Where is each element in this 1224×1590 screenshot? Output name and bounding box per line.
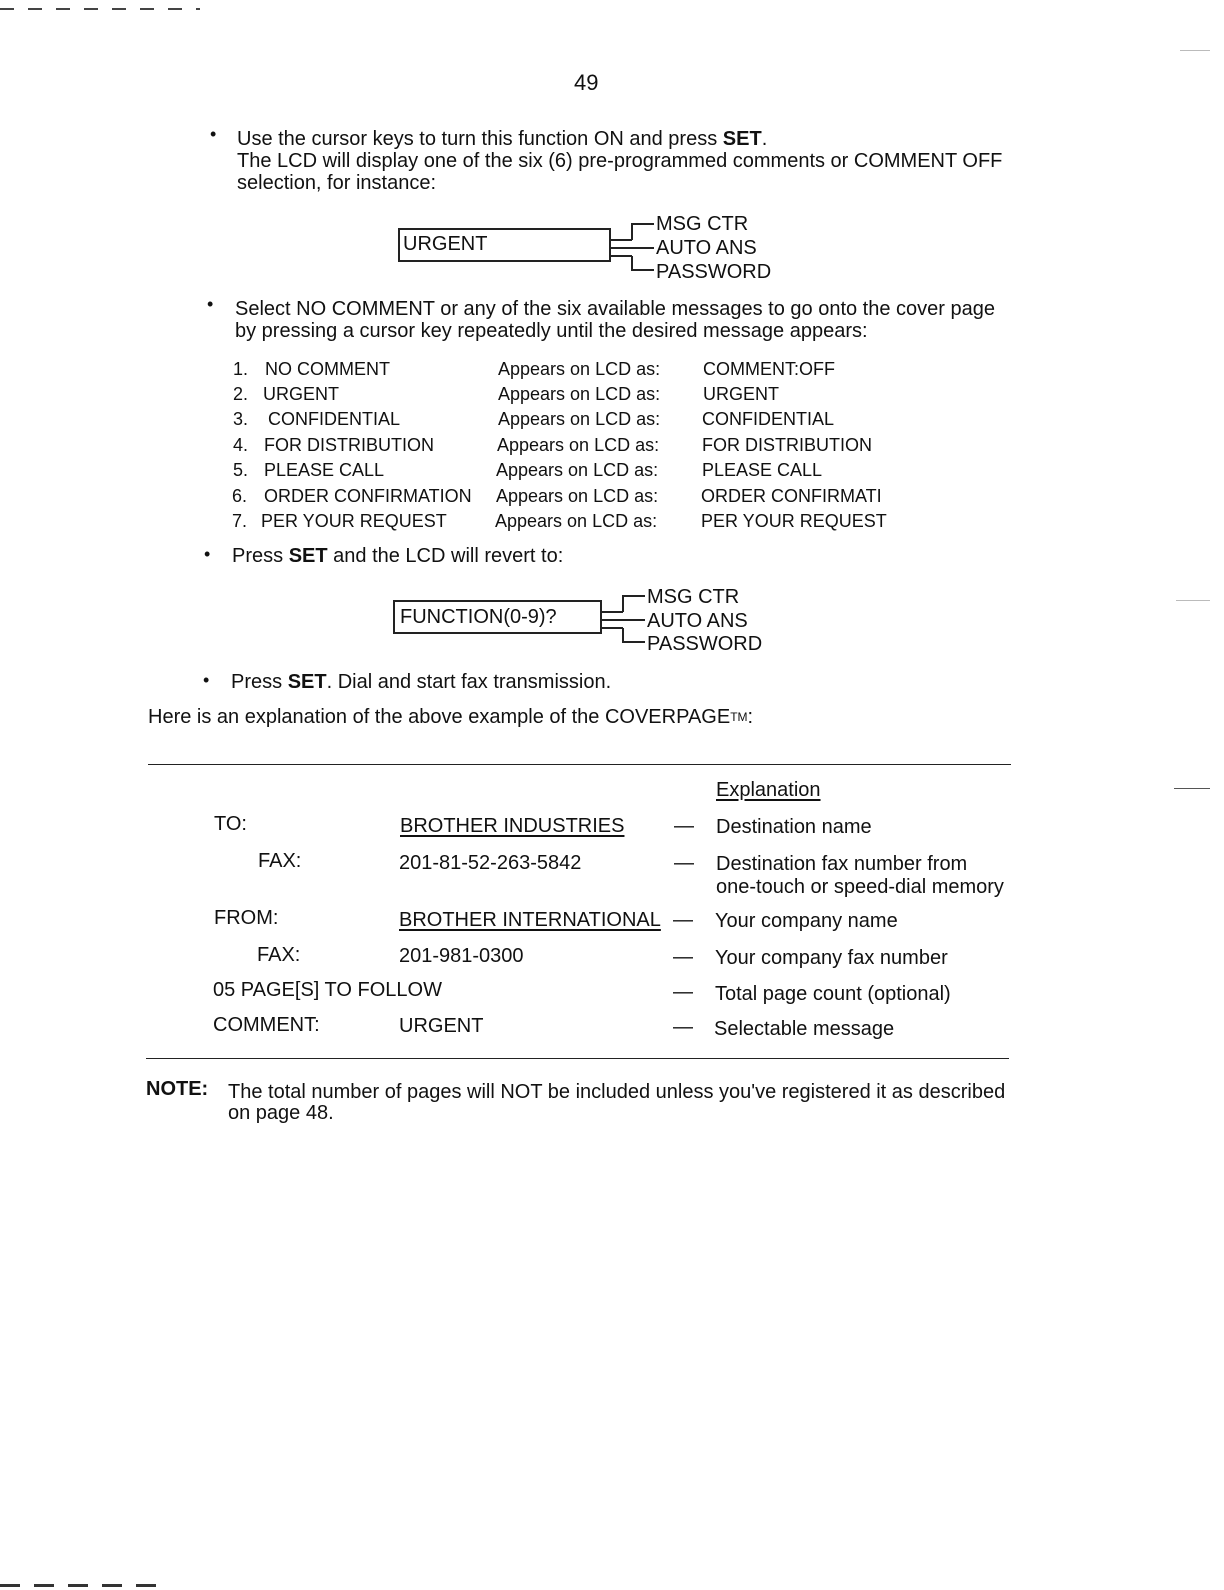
lcd-1-label-password: PASSWORD <box>656 261 772 283</box>
step-2-line-1: Select NO COMMENT or any of the six available messages to go onto the cover page <box>235 298 995 320</box>
lcd-2-connector <box>597 586 647 648</box>
appears-on-lcd: Appears on LCD as: <box>496 460 659 480</box>
step-1-line-1 <box>237 128 767 150</box>
step-1-text: Use the cursor keys to turn this function ON and press <box>237 128 723 150</box>
row-dash: — <box>673 909 693 931</box>
step-4-line <box>231 671 611 693</box>
row-explanation-to: Destination name <box>716 816 872 838</box>
trademark-symbol: TM <box>730 710 748 724</box>
row-dash: — <box>674 815 694 837</box>
row-label-fax-1: FAX: <box>258 850 302 872</box>
appears-on-lcd: Appears on LCD as: <box>498 409 661 429</box>
step-3-text-end: and the LCD will revert to: <box>327 545 564 567</box>
lcd-value: FOR DISTRIBUTION <box>702 435 872 455</box>
scan-mark-top-left <box>0 8 200 10</box>
row-value-comment: URGENT <box>399 1015 484 1037</box>
row-explanation-comment: Selectable message <box>714 1018 895 1040</box>
comment-name: CONFIDENTIAL <box>268 409 401 429</box>
note-line-1: The total number of pages will NOT be included unless you've registered it as described <box>228 1081 1006 1103</box>
comment-name: PER YOUR REQUEST <box>261 511 447 531</box>
lcd-value: COMMENT:OFF <box>703 359 835 379</box>
comment-name: NO COMMENT <box>265 359 390 379</box>
appears-on-lcd: Appears on LCD as: <box>497 435 660 455</box>
lcd-value: PER YOUR REQUEST <box>701 511 887 531</box>
coverpage-intro <box>148 706 753 728</box>
row-dash: — <box>673 1016 693 1038</box>
step-3-text: Press <box>232 545 289 567</box>
comment-number: 2. <box>233 384 249 404</box>
note-line-2: on page 48. <box>228 1102 334 1124</box>
bullet-step-2: • <box>207 294 214 314</box>
row-label-from: FROM: <box>214 907 279 929</box>
lcd-2-label-auto-ans: AUTO ANS <box>647 610 748 632</box>
bullet-step-3: • <box>204 544 211 564</box>
row-label-comment: COMMENT: <box>213 1014 320 1036</box>
row-value-to: BROTHER INDUSTRIES <box>400 815 625 837</box>
bullet-step-1: • <box>210 124 217 144</box>
lcd-value: PLEASE CALL <box>702 460 823 480</box>
row-explanation-fax-2: Your company fax number <box>715 947 948 969</box>
set-key-label: SET <box>288 545 328 567</box>
comment-name: FOR DISTRIBUTION <box>264 435 434 455</box>
comment-number: 6. <box>232 486 248 506</box>
set-key-label: SET <box>722 128 762 150</box>
comment-name: PLEASE CALL <box>264 460 385 480</box>
row-explanation-pages: Total page count (optional) <box>715 983 951 1005</box>
lcd-1-label-msg-ctr: MSG CTR <box>656 213 749 235</box>
step-1-period: . <box>761 128 768 150</box>
note-label: NOTE: <box>146 1078 209 1100</box>
explanation-heading: Explanation <box>716 779 821 801</box>
row-value-fax-1: 201-81-52-263-5842 <box>399 852 582 874</box>
row-value-from: BROTHER INTERNATIONAL <box>399 909 661 931</box>
comment-number: 3. <box>233 409 249 429</box>
step-4-text: Press <box>231 671 288 693</box>
row-explanation-fax-1-line-2: one-touch or speed-dial memory <box>716 876 1004 898</box>
row-explanation-from: Your company name <box>715 910 898 932</box>
lcd-display-1-text: URGENT <box>403 233 488 255</box>
comment-name: URGENT <box>263 384 339 404</box>
lcd-value: CONFIDENTIAL <box>702 409 835 429</box>
lcd-1-label-auto-ans: AUTO ANS <box>656 237 757 259</box>
step-4-text-end: . Dial and start fax transmission. <box>326 671 612 693</box>
row-dash: — <box>673 981 693 1003</box>
lcd-1-connector <box>606 214 656 276</box>
step-1-line-2: The LCD will display one of the six (6) pre-programmed comments or COMMENT OFF <box>237 150 1003 172</box>
page-number: 49 <box>574 70 599 95</box>
row-label-to: TO: <box>214 813 247 835</box>
scan-mark-right-1 <box>1180 50 1210 51</box>
step-1-line-3: selection, for instance: <box>237 172 436 194</box>
row-dash: — <box>673 946 693 968</box>
row-dash: — <box>674 852 694 874</box>
scan-mark-right-2 <box>1176 600 1210 601</box>
scan-mark-bottom-left <box>0 1584 160 1587</box>
table-top-rule <box>148 764 1011 765</box>
row-label-pages: 05 PAGE[S] TO FOLLOW <box>213 979 442 1001</box>
appears-on-lcd: Appears on LCD as: <box>495 511 658 531</box>
lcd-display-1 <box>398 228 610 262</box>
coverpage-intro-text: Here is an explanation of the above example of the COVERPAGE <box>148 706 731 728</box>
row-value-fax-2: 201-981-0300 <box>399 945 524 967</box>
lcd-display-2-text: FUNCTION(0-9)? <box>400 606 557 628</box>
table-bottom-rule <box>146 1058 1009 1059</box>
comment-number: 4. <box>233 435 249 455</box>
comment-name: ORDER CONFIRMATION <box>264 486 472 506</box>
scan-mark-right-3 <box>1174 788 1210 789</box>
appears-on-lcd: Appears on LCD as: <box>498 359 661 379</box>
comment-number: 1. <box>233 359 249 379</box>
appears-on-lcd: Appears on LCD as: <box>496 486 659 506</box>
bullet-step-4: • <box>203 670 210 690</box>
row-explanation-fax-1: Destination fax number from <box>716 853 968 875</box>
lcd-display-2 <box>393 600 601 634</box>
appears-on-lcd: Appears on LCD as: <box>498 384 661 404</box>
step-3-line <box>232 545 563 567</box>
coverpage-intro-colon: : <box>747 706 754 728</box>
lcd-2-label-password: PASSWORD <box>647 633 763 655</box>
step-2-line-2: by pressing a cursor key repeatedly until the desired message appears: <box>235 320 868 342</box>
lcd-value: URGENT <box>703 384 779 404</box>
comment-number: 7. <box>232 511 248 531</box>
lcd-2-label-msg-ctr: MSG CTR <box>647 586 740 608</box>
comment-number: 5. <box>233 460 249 480</box>
set-key-label: SET <box>287 671 327 693</box>
lcd-value: ORDER CONFIRMATI <box>701 486 882 506</box>
row-label-fax-2: FAX: <box>257 944 301 966</box>
